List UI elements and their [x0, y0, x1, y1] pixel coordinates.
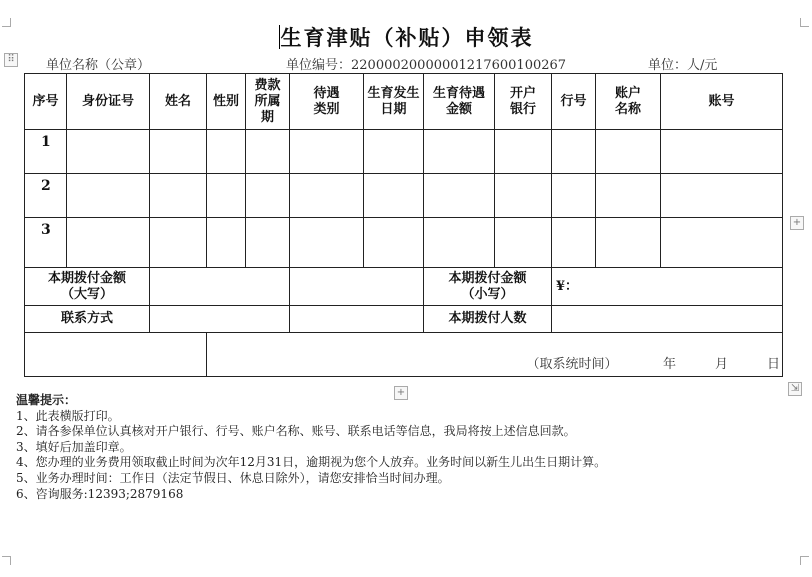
amount-lower-value[interactable]: ¥：	[552, 268, 783, 306]
cell-account-no[interactable]	[661, 218, 783, 268]
contact-extra[interactable]	[290, 306, 424, 333]
form-title-text: 生育津贴（补贴）申领表	[280, 25, 534, 50]
header-name: 姓名	[150, 74, 207, 130]
cell-account-name[interactable]	[596, 130, 661, 174]
tip-item: 4、您办理的业务费用领取截止时间为次年12月31日，逾期视为您个人放弃。业务时间以新生儿出生日期计算。	[16, 455, 607, 470]
form-title	[0, 22, 812, 52]
cell-benefit-amount[interactable]	[424, 218, 495, 268]
header-benefit-type: 待遇类别	[290, 74, 364, 130]
cell-bank-code[interactable]	[552, 174, 596, 218]
header-bank: 开户银行	[495, 74, 552, 130]
page-corner-mark	[800, 556, 809, 565]
header-birth-date: 生育发生日期	[364, 74, 424, 130]
header-account-no: 账号	[661, 74, 783, 130]
cell-id-number[interactable]	[67, 130, 150, 174]
cell-bank[interactable]	[495, 130, 552, 174]
cell-name[interactable]	[150, 218, 207, 268]
cell-fee-period[interactable]	[246, 130, 290, 174]
cell-benefit-type[interactable]	[290, 130, 364, 174]
date-line: （取系统时间） 年 月 日	[207, 333, 783, 377]
amount-lower-label: 本期拨付金额（小写）	[424, 268, 552, 306]
header-id-number: 身份证号	[67, 74, 150, 130]
cell-id-number[interactable]	[67, 218, 150, 268]
cell-birth-date[interactable]	[364, 218, 424, 268]
date-row	[25, 333, 783, 377]
tip-item: 1、此表横版打印。	[16, 408, 120, 423]
cell-account-no[interactable]	[661, 130, 783, 174]
cell-name[interactable]	[150, 174, 207, 218]
row-number: 1	[25, 130, 67, 174]
page-corner-mark	[800, 18, 809, 27]
table-move-handle-icon[interactable]: ⠿	[4, 53, 18, 67]
cell-bank[interactable]	[495, 174, 552, 218]
cell-account-name[interactable]	[596, 174, 661, 218]
table-row	[25, 174, 783, 218]
cell-id-number[interactable]	[67, 174, 150, 218]
amount-upper-extra[interactable]	[290, 268, 424, 306]
cell-account-no[interactable]	[661, 174, 783, 218]
cell-gender[interactable]	[207, 174, 246, 218]
unit-name-label: 单位名称（公章）	[46, 58, 151, 73]
cell-name[interactable]	[150, 130, 207, 174]
cell-bank-code[interactable]	[552, 218, 596, 268]
cell-benefit-type[interactable]	[290, 174, 364, 218]
cell-fee-period[interactable]	[246, 174, 290, 218]
tip-item: 5、业务办理时间：工作日（法定节假日、休息日除外），请您安排恰当时间办理。	[16, 470, 450, 485]
unit-code-label: 单位编号：22000020000001217600100267	[286, 58, 567, 73]
amount-row	[25, 268, 783, 306]
table-resize-handle-icon[interactable]: ⇲	[788, 382, 802, 396]
row-number: 2	[25, 174, 67, 218]
header-seq: 序号	[25, 74, 67, 130]
signature-cell[interactable]	[25, 333, 207, 377]
header-row	[25, 74, 783, 130]
cell-account-name[interactable]	[596, 218, 661, 268]
tips-heading: 温馨提示：	[16, 393, 77, 407]
add-row-icon[interactable]: +	[394, 386, 408, 400]
header-fee-period: 费款所属期	[246, 74, 290, 130]
tip-item: 6、咨询服务:12393;2879168	[16, 486, 184, 501]
contact-row	[25, 306, 783, 333]
contact-value[interactable]	[150, 306, 290, 333]
header-account-name: 账户名称	[596, 74, 661, 130]
header-bank-code: 行号	[552, 74, 596, 130]
amount-upper-value[interactable]	[150, 268, 290, 306]
table-row	[25, 218, 783, 268]
tip-item: 2、请各参保单位认真核对开户银行、行号、账户名称、账号、联系电话等信息，我局将按上述信息回款。	[16, 424, 576, 439]
tips-section	[16, 393, 606, 502]
page-corner-mark	[2, 18, 11, 27]
cell-gender[interactable]	[207, 218, 246, 268]
contact-label: 联系方式	[25, 306, 150, 333]
count-label: 本期拨付人数	[424, 306, 552, 333]
amount-upper-label: 本期拨付金额（大写）	[25, 268, 150, 306]
cell-bank-code[interactable]	[552, 130, 596, 174]
header-gender: 性别	[207, 74, 246, 130]
header-benefit-amount: 生育待遇金额	[424, 74, 495, 130]
cell-benefit-amount[interactable]	[424, 174, 495, 218]
cell-gender[interactable]	[207, 130, 246, 174]
add-column-icon[interactable]: +	[790, 216, 804, 230]
cell-benefit-type[interactable]	[290, 218, 364, 268]
tip-item: 3、填好后加盖印章。	[16, 439, 132, 454]
page-corner-mark	[2, 556, 11, 565]
cell-fee-period[interactable]	[246, 218, 290, 268]
count-value[interactable]	[552, 306, 783, 333]
table-row	[25, 130, 783, 174]
cell-bank[interactable]	[495, 218, 552, 268]
cell-benefit-amount[interactable]	[424, 130, 495, 174]
cell-birth-date[interactable]	[364, 174, 424, 218]
cell-birth-date[interactable]	[364, 130, 424, 174]
application-form-table	[24, 73, 783, 377]
text-cursor	[279, 25, 280, 49]
unit-measure-label: 单位：人/元	[648, 58, 718, 73]
row-number: 3	[25, 218, 67, 268]
